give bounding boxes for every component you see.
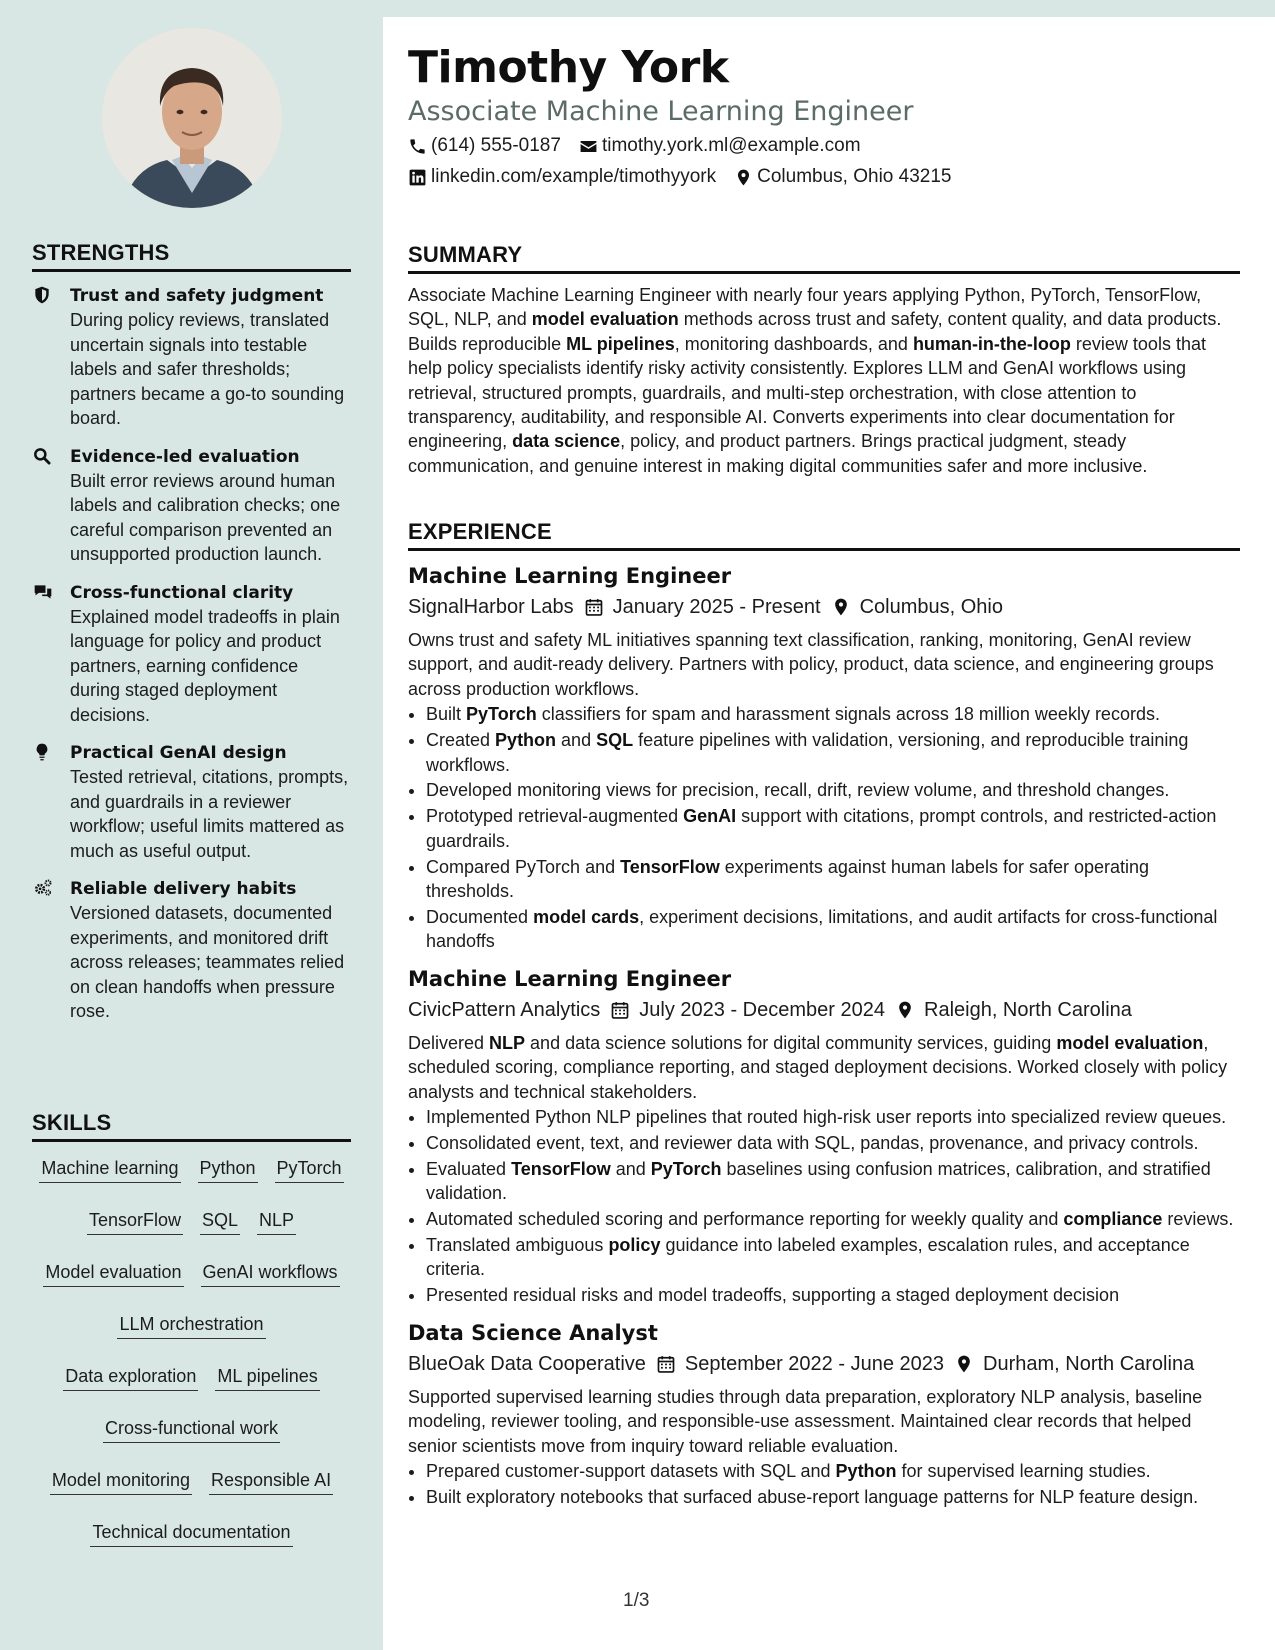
map-pin-icon bbox=[831, 597, 851, 617]
location-text: Columbus, Ohio bbox=[859, 596, 1003, 618]
job-location bbox=[895, 995, 1132, 1025]
bold-text: ML pipelines bbox=[566, 333, 675, 354]
bullet-item bbox=[426, 1157, 1240, 1206]
bullet-item bbox=[426, 702, 1240, 726]
bold-text: SQL bbox=[596, 730, 634, 751]
text-run: Evaluated bbox=[426, 1158, 512, 1179]
bold-text: human-in-the-loop bbox=[912, 333, 1071, 354]
text-run: Consolidated event, text, and reviewer data with SQL, pandas, provenance, and privacy controls. bbox=[426, 1132, 1199, 1153]
bold-text: GenAI bbox=[683, 806, 737, 827]
strength-description: Built error reviews around human labels and calibration checks; one careful comparison prevented an unsupported production launch. bbox=[70, 470, 341, 564]
profile-photo bbox=[102, 28, 282, 208]
text-run: Compared PyTorch and bbox=[426, 856, 621, 877]
location-text: Raleigh, North Carolina bbox=[924, 998, 1132, 1021]
text-run: and bbox=[556, 730, 597, 751]
text-run: and bbox=[610, 1158, 651, 1179]
text-run: Prepared customer-support datasets with SQL and bbox=[426, 1460, 836, 1481]
location-contact bbox=[734, 165, 951, 189]
strength-description: Tested retrieval, citations, prompts, and guardrails in a reviewer workflow; useful limits mattered as much as useful output. bbox=[70, 767, 349, 861]
bold-text: data science bbox=[512, 431, 621, 452]
job-bullets bbox=[408, 1459, 1240, 1509]
strength-title: Cross-functional clarity bbox=[70, 582, 294, 603]
skill-row bbox=[32, 1514, 351, 1566]
dates-text: January 2025 - Present bbox=[612, 596, 821, 618]
skill-tag: TensorFlow bbox=[87, 1209, 183, 1235]
bold-text: Python bbox=[495, 730, 557, 751]
strengths-section bbox=[32, 240, 351, 1024]
strength-description: Versioned datasets, documented experiments, and monitored drift across releases; teammates relied on clean handoffs when pressure rose. bbox=[70, 903, 345, 1021]
company-name: SignalHarbor Labs bbox=[408, 596, 574, 618]
comments-icon bbox=[32, 582, 54, 604]
skill-tag: Data exploration bbox=[63, 1365, 198, 1391]
job-entry bbox=[408, 561, 1240, 954]
text-run: Associate Machine Learning Engineer with nearly four years applying Python, PyTorch, TensorFlow, SQL, NLP, and bbox=[408, 285, 1202, 330]
skill-tag: Responsible AI bbox=[209, 1469, 333, 1495]
page-number: 1/3 bbox=[623, 1590, 650, 1611]
skill-tag: Technical documentation bbox=[90, 1521, 292, 1547]
strengths-heading: STRENGTHS bbox=[32, 240, 351, 272]
skills-section bbox=[32, 1110, 351, 1566]
job-description bbox=[408, 1031, 1240, 1104]
bold-text: policy bbox=[608, 1235, 661, 1256]
bold-text: TensorFlow bbox=[511, 1158, 611, 1179]
skill-tag: SQL bbox=[200, 1209, 240, 1235]
location-text: Durham, North Carolina bbox=[983, 1352, 1195, 1375]
skill-tag: PyTorch bbox=[275, 1157, 344, 1183]
job-meta bbox=[408, 592, 1240, 622]
strength-item bbox=[32, 581, 351, 728]
company-name: BlueOak Data Cooperative bbox=[408, 1352, 646, 1375]
shield-icon bbox=[32, 285, 54, 307]
bold-text: compliance bbox=[1063, 1209, 1163, 1230]
dates-text: July 2023 - December 2024 bbox=[639, 998, 885, 1021]
text-run: review tools that help policy specialists identify risky activity consistently. Explores LLM and GenAI workflows using retrieval, structured prompts, guardrails, and multi-step orchestration, with close attention to transparency, auditability, and responsible AI. Converts experiments into clear documentation for engineering, bbox=[408, 333, 1206, 452]
job-location bbox=[954, 1349, 1194, 1379]
text-run: methods across trust and safety, content quality, and data products. Builds reproducible bbox=[408, 309, 1222, 354]
gears-icon bbox=[32, 878, 54, 900]
text-run: , scheduled scoring, compliance reporting, and staged deployment decisions. Worked closely with policy analysts and technical stakeholders. bbox=[408, 1032, 1228, 1102]
text-run: , policy, and product partners. Brings practical judgment, steady communication, and genuine interest in making digital communities safer and more inclusive. bbox=[408, 431, 1148, 476]
bullet-item bbox=[426, 855, 1240, 904]
text-run: Translated ambiguous bbox=[426, 1235, 609, 1256]
linkedin-contact bbox=[408, 165, 716, 189]
bold-text: PyTorch bbox=[466, 704, 537, 725]
text-run: for supervised learning studies. bbox=[896, 1460, 1151, 1481]
text-run: Presented residual risks and model tradeoffs, supporting a staged deployment decision bbox=[426, 1285, 1120, 1306]
job-dates bbox=[584, 592, 821, 622]
calendar-icon bbox=[656, 1354, 676, 1374]
summary-text bbox=[408, 283, 1240, 478]
email-text[interactable]: timothy.york.ml@example.com bbox=[601, 135, 861, 156]
job-bullets bbox=[408, 702, 1240, 954]
bullet-item bbox=[426, 728, 1240, 777]
job-description bbox=[408, 1385, 1240, 1458]
job-bullets bbox=[408, 1105, 1240, 1308]
skill-row bbox=[32, 1254, 351, 1306]
skill-tag: Machine learning bbox=[39, 1157, 180, 1183]
main-content bbox=[383, 17, 1275, 1650]
strength-description: During policy reviews, translated uncertain signals into testable labels and safer thresholds; partners became a go-to sounding board. bbox=[70, 310, 345, 428]
bold-text: PyTorch bbox=[650, 1158, 722, 1179]
text-run: Owns trust and safety ML initiatives spanning text classification, ranking, monitoring, GenAI review support, and audit-ready delivery. Partners with policy, product, data science, and engineering groups across production workflows. bbox=[408, 630, 1214, 699]
text-run: guidance into labeled examples, escalation rules, and acceptance criteria. bbox=[426, 1235, 1190, 1280]
contact-line-1 bbox=[408, 134, 861, 158]
text-run: Built bbox=[426, 704, 467, 725]
text-run: reviews. bbox=[1162, 1209, 1234, 1230]
summary-section bbox=[408, 242, 1240, 478]
location-text: Columbus, Ohio 43215 bbox=[757, 166, 952, 187]
skill-row bbox=[32, 1202, 351, 1254]
map-pin-icon bbox=[895, 1000, 915, 1020]
email-contact bbox=[579, 134, 861, 158]
bullet-item bbox=[426, 905, 1240, 954]
skill-row bbox=[32, 1410, 351, 1462]
candidate-role: Associate Machine Learning Engineer bbox=[408, 96, 914, 127]
calendar-icon bbox=[584, 597, 604, 617]
bullet-item bbox=[426, 1485, 1240, 1509]
skill-tag: Python bbox=[198, 1157, 258, 1183]
job-meta bbox=[408, 1349, 1240, 1379]
map-pin-icon bbox=[954, 1354, 974, 1374]
skills-heading: SKILLS bbox=[32, 1110, 351, 1142]
strength-item bbox=[32, 284, 351, 431]
text-run: Delivered bbox=[408, 1032, 490, 1053]
envelope-icon bbox=[579, 137, 598, 156]
summary-heading: SUMMARY bbox=[408, 242, 1240, 274]
bold-text: NLP bbox=[489, 1032, 526, 1053]
job-dates bbox=[610, 995, 885, 1025]
linkedin-icon bbox=[408, 168, 427, 187]
sidebar bbox=[0, 0, 383, 1650]
skill-tag: NLP bbox=[257, 1209, 296, 1235]
skill-tag: LLM orchestration bbox=[117, 1313, 265, 1339]
contact-line-2 bbox=[408, 165, 951, 189]
text-run: classifiers for spam and harassment signals across 18 million weekly records. bbox=[536, 704, 1160, 725]
text-run: experiments against human labels for safer operating thresholds. bbox=[426, 856, 1150, 902]
text-run: Developed monitoring views for precision, recall, drift, review volume, and threshold changes. bbox=[426, 780, 1170, 801]
bullet-item bbox=[426, 1105, 1240, 1129]
bold-text: model evaluation bbox=[531, 309, 679, 330]
text-run: feature pipelines with validation, versioning, and reproducible training workflows. bbox=[426, 730, 1189, 775]
text-run: , experiment decisions, limitations, and audit artifacts for cross-functional handoffs bbox=[426, 906, 1218, 952]
experience-section bbox=[408, 519, 1240, 1511]
skill-row bbox=[32, 1462, 351, 1514]
experience-heading: EXPERIENCE bbox=[408, 519, 1240, 551]
text-run: Created bbox=[426, 730, 496, 751]
skill-row bbox=[32, 1306, 351, 1358]
bullet-item bbox=[426, 1283, 1240, 1307]
map-pin-icon bbox=[734, 168, 753, 187]
text-run: Automated scheduled scoring and performance reporting for weekly quality and bbox=[426, 1209, 1064, 1230]
skill-row bbox=[32, 1358, 351, 1410]
linkedin-text[interactable]: linkedin.com/example/timothyyork bbox=[431, 166, 717, 187]
strength-title: Evidence-led evaluation bbox=[70, 446, 300, 467]
text-run: baselines using confusion matrices, calibration, and stratified validation. bbox=[426, 1158, 1211, 1204]
text-run: Implemented Python NLP pipelines that routed high-risk user reports into specialized review queues. bbox=[426, 1107, 1227, 1127]
bold-text: model cards bbox=[533, 906, 640, 927]
calendar-icon bbox=[610, 1000, 630, 1020]
phone-icon bbox=[408, 137, 427, 156]
job-title: Data Science Analyst bbox=[408, 1320, 658, 1345]
job-entry bbox=[408, 964, 1240, 1308]
text-run: , monitoring dashboards, and bbox=[674, 333, 913, 354]
bold-text: model evaluation bbox=[1056, 1032, 1204, 1053]
bold-text: TensorFlow bbox=[620, 856, 720, 877]
text-run: Prototyped retrieval-augmented bbox=[426, 806, 684, 827]
strength-title: Practical GenAI design bbox=[70, 743, 287, 763]
skill-tag: Model evaluation bbox=[43, 1261, 183, 1287]
strength-title: Reliable delivery habits bbox=[70, 879, 297, 899]
skill-tag: GenAI workflows bbox=[201, 1261, 340, 1287]
bullet-item bbox=[426, 1233, 1240, 1282]
skill-tag: Model monitoring bbox=[50, 1469, 192, 1495]
strength-item bbox=[32, 877, 351, 1024]
strength-item bbox=[32, 741, 351, 863]
bullet-item bbox=[426, 778, 1240, 802]
text-run: Documented bbox=[426, 906, 534, 927]
bullet-item bbox=[426, 1131, 1240, 1155]
job-description bbox=[408, 628, 1240, 701]
bullet-item bbox=[426, 1207, 1240, 1231]
skill-row bbox=[32, 1150, 351, 1202]
strength-description: Explained model tradeoffs in plain language for policy and product partners, earning confidence during staged deployment decisions. bbox=[70, 606, 340, 725]
text-run: Built exploratory notebooks that surfaced abuse-report language patterns for NLP feature design. bbox=[426, 1486, 1199, 1507]
text-run: support with citations, prompt controls, and restricted-action guardrails. bbox=[426, 806, 1217, 851]
lightbulb-icon bbox=[32, 742, 54, 764]
job-location bbox=[831, 592, 1003, 622]
candidate-name: Timothy York bbox=[408, 42, 729, 93]
skill-tag: Cross-functional work bbox=[103, 1417, 280, 1443]
dates-text: September 2022 - June 2023 bbox=[684, 1352, 944, 1375]
phone-contact bbox=[408, 134, 561, 158]
company-name: CivicPattern Analytics bbox=[408, 998, 601, 1021]
bullet-item bbox=[426, 1459, 1240, 1483]
bullet-item bbox=[426, 804, 1240, 853]
job-entry bbox=[408, 1318, 1240, 1510]
skill-tag: ML pipelines bbox=[215, 1365, 319, 1391]
job-title: Machine Learning Engineer bbox=[408, 966, 732, 991]
text-run: and data science solutions for digital community services, guiding bbox=[525, 1032, 1057, 1053]
job-title: Machine Learning Engineer bbox=[408, 564, 732, 588]
text-run: Supported supervised learning studies through data preparation, exploratory NLP analysis, baseline modeling, reviewer tooling, and responsible-use assessment. Maintained clear records that helped senior scientists move from inquiry toward reliable evaluation. bbox=[408, 1386, 1203, 1456]
job-meta bbox=[408, 995, 1240, 1025]
job-dates bbox=[656, 1349, 944, 1379]
bold-text: Python bbox=[835, 1460, 897, 1481]
strength-item bbox=[32, 445, 351, 567]
phone-text[interactable]: (614) 555-0187 bbox=[431, 135, 561, 156]
strength-title: Trust and safety judgment bbox=[70, 286, 324, 306]
search-icon bbox=[32, 446, 54, 468]
